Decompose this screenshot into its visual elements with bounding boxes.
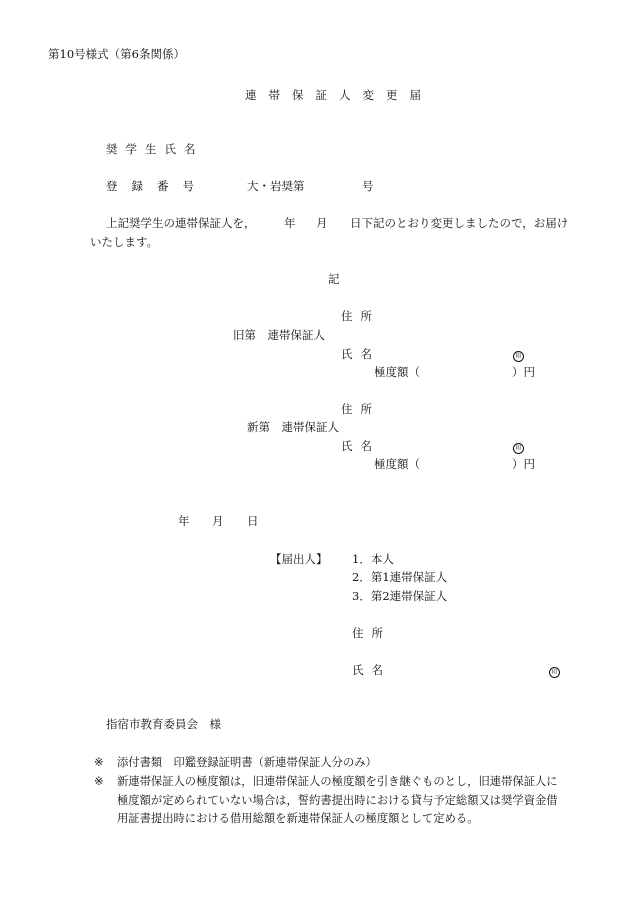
old-guarantor-heading: 旧第 連帯保証人 [233,328,325,342]
applicant-address-label: 住所 [352,626,391,640]
note2-line3: 用証書提出時における借用総額を新連帯保証人の極度額として定める。 [117,812,479,825]
note2-line1: 新連帯保証人の極度額は，旧連帯保証人の極度額を引き継ぐものとし，旧連帯保証人に [117,775,558,788]
ki-heading: 記 [328,272,340,286]
old-limit-label: 極度額（ [374,365,420,379]
date-month: 月 [212,514,224,528]
date-day: 日 [247,514,259,528]
old-address-label: 住所 [341,309,380,323]
body-year: 年 [284,216,296,230]
seal-icon: 印 [513,351,524,362]
applicant-name-label: 氏名 [352,663,391,677]
addressee: 指宿市教育委員会 様 [106,717,221,731]
body-line2: いたします。 [90,235,159,249]
applicant-label: 【届出人】 [270,552,328,566]
document-title: 連帯保証人変更届 [245,88,433,102]
old-limit-suffix: ）円 [512,365,535,379]
new-guarantor-heading: 新第 連帯保証人 [247,420,339,434]
note2-mark: ※ [94,774,104,788]
old-seal-mark [513,349,524,362]
student-name-label: 奨学生氏名 [106,142,204,156]
body-month: 月 [316,216,328,230]
note1-text: 添付書類 印鑑登録証明書（新連帯保証人分のみ） [117,756,377,769]
applicant-option-3: 3．第2連帯保証人 [352,589,448,603]
registration-suffix: 号 [362,179,374,193]
new-limit-label: 極度額（ [374,457,420,471]
body-line1-b: 日下記のとおり変更しましたので，お届け [350,216,569,230]
note2-line2: 極度額が定められていない場合は，誓約書提出時における貸与予定総額又は奨学資金借 [117,794,558,807]
date-year: 年 [178,514,190,528]
seal-icon: 印 [549,667,560,678]
note1-mark: ※ [94,755,104,769]
applicant-option-1: 1．本人 [352,552,394,566]
seal-icon: 印 [513,443,524,454]
new-address-label: 住所 [341,402,380,416]
applicant-option-2: 2．第1連帯保証人 [352,570,448,584]
new-name-label: 氏名 [341,439,380,453]
form-number: 第10号様式（第6条関係） [48,47,185,61]
new-limit-suffix: ）円 [512,457,535,471]
registration-number-label: 登録番号 [106,179,208,193]
registration-prefix: 大・岩奨第 [247,179,305,193]
body-line1-a: 上記奨学生の連帯保証人を， [106,216,256,230]
new-seal-mark [513,441,524,454]
applicant-seal-mark [549,665,560,678]
old-name-label: 氏名 [341,347,380,361]
